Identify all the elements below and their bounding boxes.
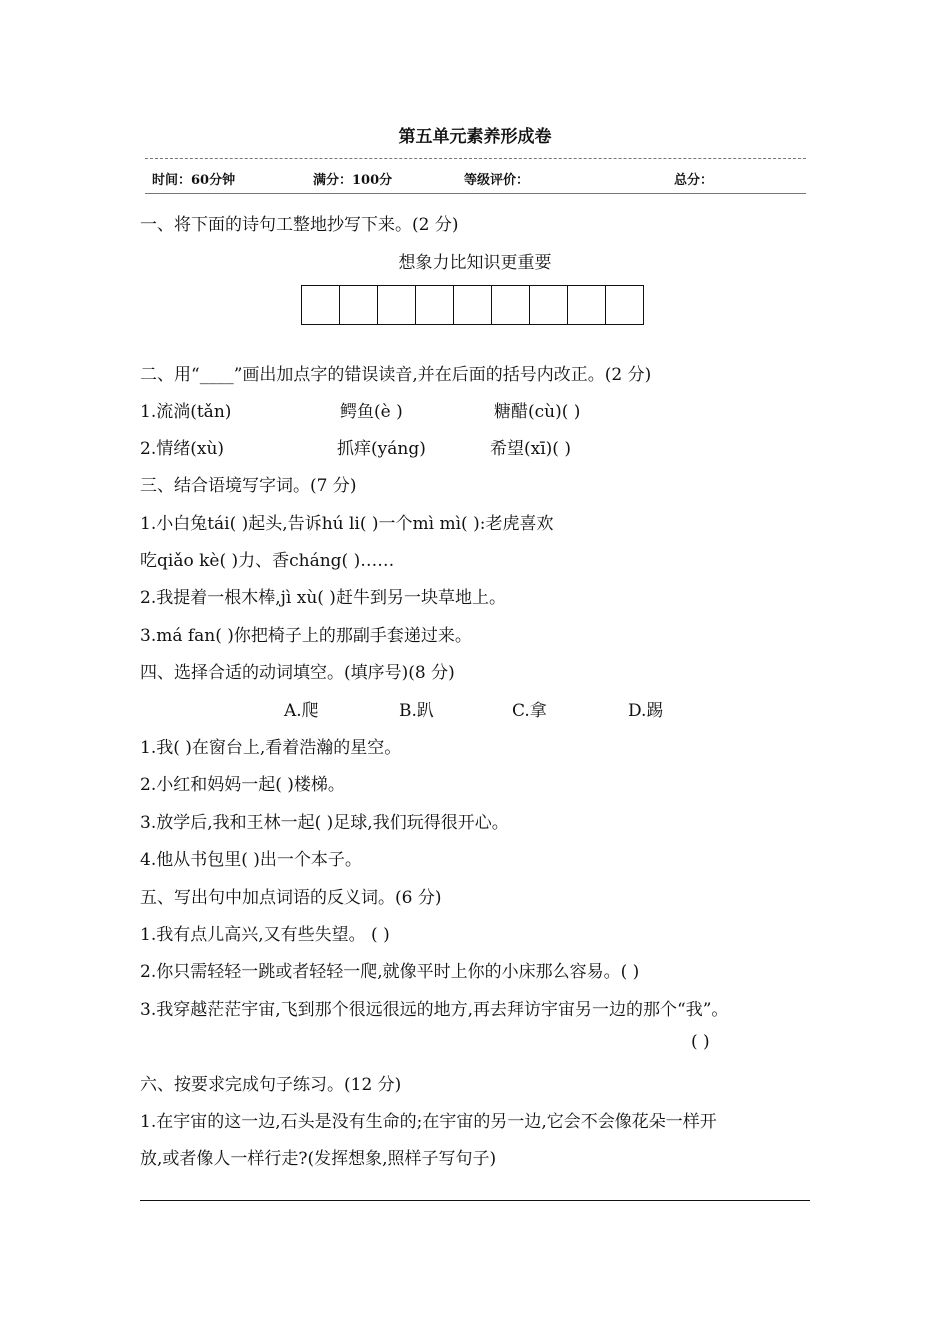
copy-box[interactable] [340,286,378,324]
copy-box[interactable] [606,286,643,324]
header-divider-solid [145,193,806,194]
section-6-line: 放,或者像人一样行走?(发挥想象,照样子写句子) [140,1149,497,1169]
pinyin-item: 2.情绪(xù) [140,439,225,459]
copy-grid[interactable] [301,285,644,325]
page-title: 第五单元素养形成卷 [398,127,552,147]
section-6-heading: 六、按要求完成句子练习。(12 分) [140,1075,402,1095]
copy-box[interactable] [302,286,340,324]
pinyin-item: 糖醋(cù)( ) [494,402,581,422]
total-score-label: 总分： [674,173,714,188]
poem-text: 想象力比知识更重要 [398,253,552,273]
section-3-line: 吃qiǎo kè( )力、香cháng( )…… [140,551,395,571]
copy-box[interactable] [492,286,530,324]
section-4-line: 2.小红和妈妈一起( )楼梯。 [140,775,345,795]
section-4-heading: 四、选择合适的动词填空。(填序号)(8 分) [140,663,455,683]
section-4-line: 3.放学后,我和王林一起( )足球,我们玩得很开心。 [140,813,509,833]
option-b: B.趴 [399,701,434,721]
pinyin-item: 希望(xī)( ) [490,439,571,459]
full-score-label: 满分：100分 [313,173,393,188]
pinyin-item: 鳄鱼(è ) [340,402,403,422]
section-5-line: 3.我穿越茫茫宇宙,飞到那个很远很远的地方,再去拜访宇宙另一边的那个“我”。 [140,1000,729,1020]
copy-box[interactable] [416,286,454,324]
section-3-heading: 三、结合语境写字词。(7 分) [140,476,357,496]
option-a: A.爬 [284,701,319,721]
copy-box[interactable] [568,286,606,324]
pinyin-item: 1.流淌(tǎn) [140,402,232,422]
answer-parenthesis: ( ) [691,1032,710,1052]
copy-box[interactable] [378,286,416,324]
section-5-line: 2.你只需轻轻一跳或者轻轻一爬,就像平时上你的小床那么容易。( ) [140,962,640,982]
header-divider-dashed [145,158,806,159]
section-1-heading: 一、将下面的诗句工整地抄写下来。(2 分) [140,215,459,235]
option-d: D.踢 [628,701,664,721]
section-2-heading: 二、用“____”画出加点字的错误读音,并在后面的括号内改正。(2 分) [140,365,652,385]
section-3-line: 3.má fan( )你把椅子上的那副手套递过来。 [140,626,472,646]
section-4-line: 1.我( )在窗台上,看着浩瀚的星空。 [140,738,402,758]
answer-line[interactable] [140,1200,810,1201]
section-5-line: 1.我有点儿高兴,又有些失望。 ( ) [140,925,390,945]
section-3-line: 1.小白兔tái( )起头,告诉hú li( )一个mì mì( ):老虎喜欢 [140,514,554,534]
copy-box[interactable] [454,286,492,324]
grade-label: 等级评价： [464,173,530,188]
section-6-line: 1.在宇宙的这一边,石头是没有生命的;在宇宙的另一边,它会不会像花朵一样开 [140,1112,717,1132]
section-3-line: 2.我提着一根木棒,jì xù( )赶牛到另一块草地上。 [140,588,506,608]
section-5-heading: 五、写出句中加点词语的反义词。(6 分) [140,888,442,908]
section-4-line: 4.他从书包里( )出一个本子。 [140,850,362,870]
option-c: C.拿 [512,701,547,721]
time-label: 时间：60分钟 [152,173,236,188]
pinyin-item: 抓痒(yáng) [337,439,426,459]
copy-box[interactable] [530,286,568,324]
